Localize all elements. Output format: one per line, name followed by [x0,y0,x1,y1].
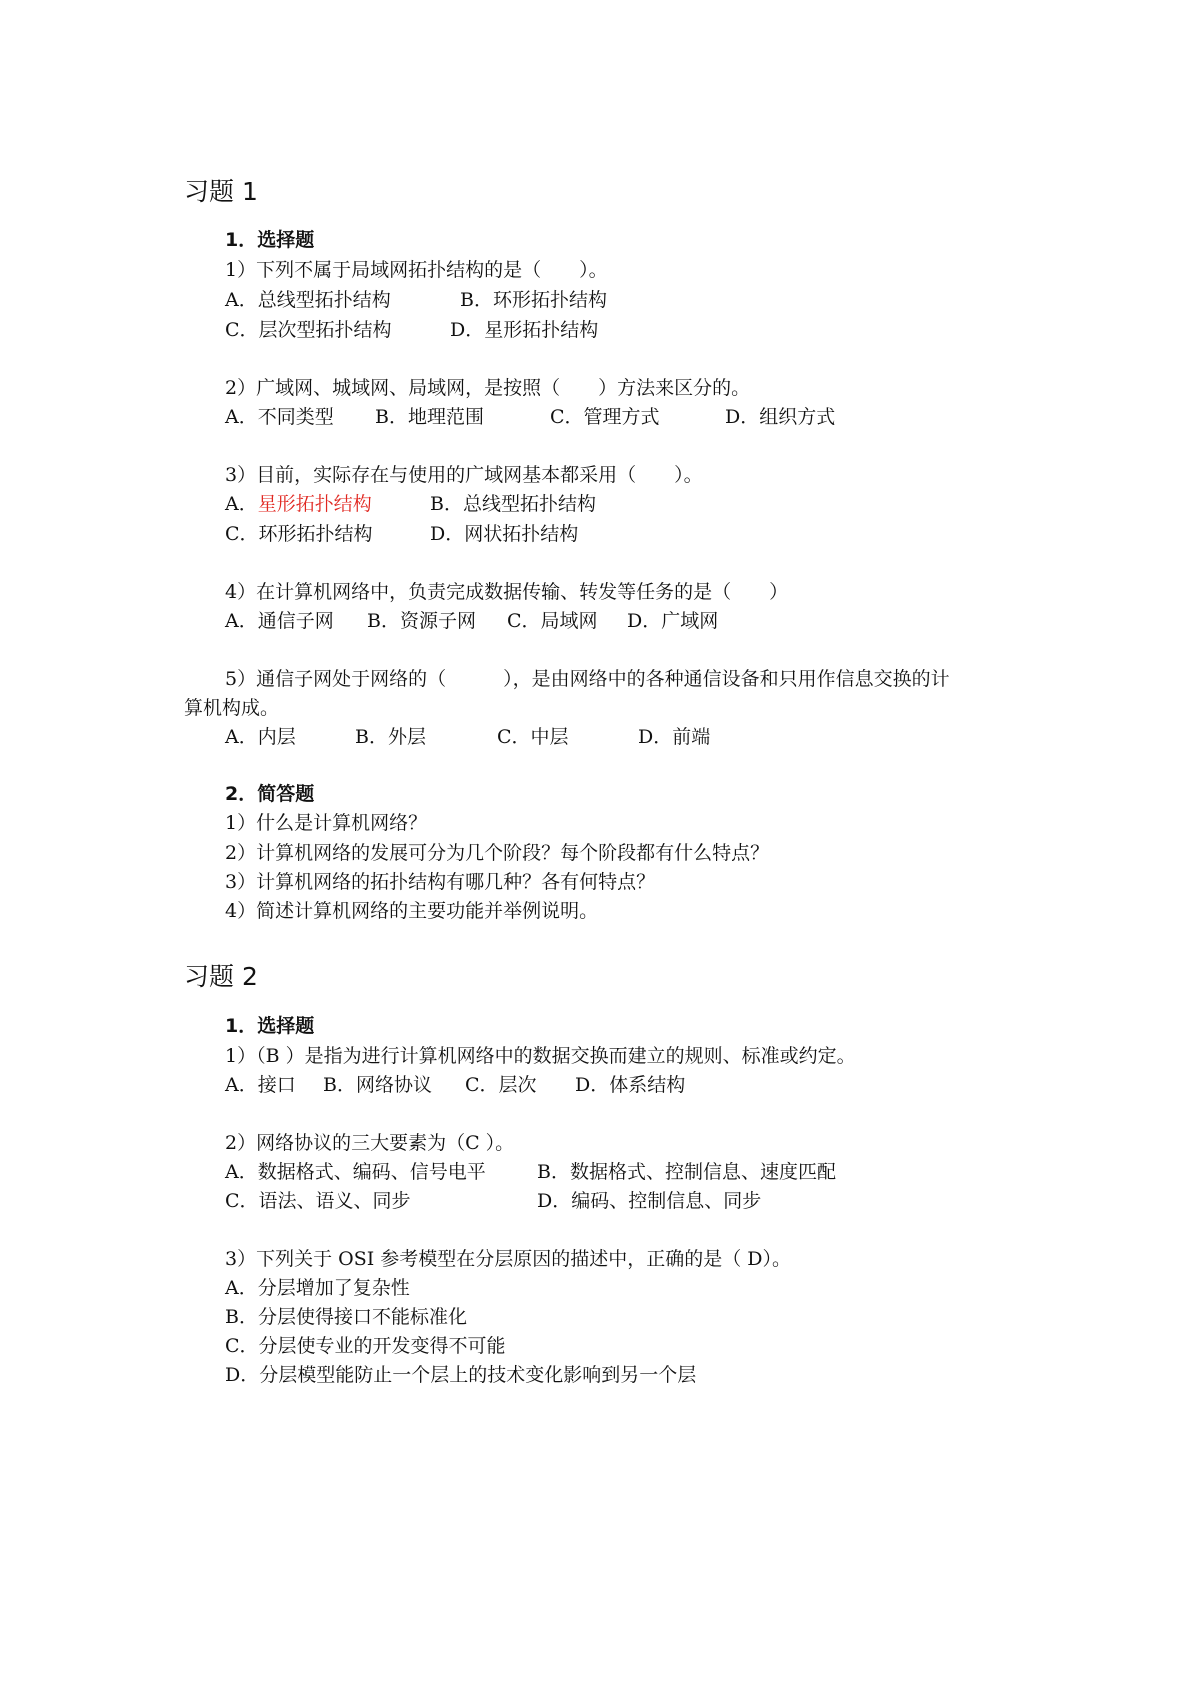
ex2-q1-option-d: D．体系结构 [575,1074,686,1096]
ex2-q1-option-b: B．网络协议 [323,1074,432,1096]
ex1-q1-option-a: A．总线型拓扑结构 [225,289,391,311]
ex2-q1-stem: 1）（B ）是指为进行计算机网络中的数据交换而建立的规则、标准或约定。 [225,1045,856,1067]
ex2-q3-option-a: A．分层增加了复杂性 [225,1277,410,1299]
ex1-short-q2: 2）计算机网络的发展可分为几个阶段？每个阶段都有什么特点？ [225,842,770,864]
ex2-q3-option-c: C．分层使专业的开发变得不可能 [225,1335,506,1357]
ex1-q3-options-row2 [225,520,825,548]
ex1-q4-option-c: C．局域网 [507,610,598,632]
ex1-q4-option-d: D．广域网 [627,610,719,632]
ex1-q2-option-d: D．组织方式 [725,406,836,428]
ex1-q5-option-c: C．中层 [497,726,569,748]
ex2-q2-options-row2 [225,1187,925,1215]
ex1-q1-options-row1 [225,286,825,314]
ex1-q4-option-b: B．资源子网 [367,610,476,632]
ex1-short-q1: 1）什么是计算机网络？ [225,812,428,834]
ex1-q1-option-c: C．层次型拓扑结构 [225,319,392,341]
ex1-q1-options-row2 [225,316,825,344]
ex1-q3-option-a-highlighted-text: 星形拓扑结构 [257,493,372,515]
ex1-q1-option-b: B．环形拓扑结构 [460,289,607,311]
ex2-choice-section-title: 1．选择题 [225,1015,315,1037]
ex1-q5-option-b: B．外层 [355,726,426,748]
ex1-q1-option-d: D．星形拓扑结构 [450,319,599,341]
ex1-q3-option-b: B．总线型拓扑结构 [430,493,596,515]
ex1-q5-option-a: A．内层 [225,726,296,748]
ex1-q2-options [225,403,925,431]
ex2-q2-option-d: D．编码、控制信息、同步 [537,1190,762,1212]
ex1-q2-option-c: C．管理方式 [550,406,660,428]
ex2-q2-options-row1 [225,1158,925,1186]
ex2-q1-options [225,1071,825,1099]
ex1-choice-section-title: 1．选择题 [225,229,315,251]
ex1-q4-option-a: A．通信子网 [225,610,334,632]
ex1-q3-option-a [225,490,372,518]
ex1-q2-option-a: A．不同类型 [225,406,334,428]
ex1-q5-option-d: D．前端 [638,726,711,748]
ex1-q5-stem-line2: 算机构成。 [184,697,280,719]
ex1-short-q4: 4）简述计算机网络的主要功能并举例说明。 [225,900,599,922]
exercise-1-heading: 习题 1 [184,177,258,206]
ex2-q2-option-a: A．数据格式、编码、信号电平 [225,1161,486,1183]
ex2-q2-option-c: C．语法、语义、同步 [225,1190,411,1212]
ex1-q3-option-a-letter: A． [225,493,258,515]
exercise-2-heading: 习题 2 [184,962,258,991]
ex1-q2-stem: 2）广域网、城域网、局域网，是按照（ ）方法来区分的。 [225,377,751,399]
ex2-q3-stem: 3）下列关于 OSI 参考模型在分层原因的描述中，正确的是（ D）。 [225,1248,792,1270]
ex2-q3-option-d: D．分层模型能防止一个层上的技术变化影响到另一个层 [225,1364,697,1386]
ex1-q3-option-d: D．网状拓扑结构 [430,523,579,545]
ex1-q4-options [225,607,825,635]
ex1-q3-option-c: C．环形拓扑结构 [225,523,373,545]
ex1-q5-stem-line1: 5）通信子网处于网络的（ ），是由网络中的各种通信设备和只用作信息交换的计 [225,668,950,690]
ex2-q1-option-a: A．接口 [225,1074,296,1096]
ex2-q2-option-b: B．数据格式、控制信息、速度匹配 [537,1161,836,1183]
ex1-q2-option-b: B．地理范围 [375,406,484,428]
ex2-q2-stem: 2）网络协议的三大要素为（C ）。 [225,1132,515,1154]
ex1-q4-stem: 4）在计算机网络中，负责完成数据传输、转发等任务的是（ ） [225,581,789,603]
ex2-q3-option-b: B．分层使得接口不能标准化 [225,1306,467,1328]
ex1-q3-stem: 3）目前，实际存在与使用的广域网基本都采用（ ）。 [225,464,703,486]
ex1-short-q3: 3）计算机网络的拓扑结构有哪几种？各有何特点？ [225,871,656,893]
ex2-q1-option-c: C．层次 [465,1074,537,1096]
ex1-q3-options-row1 [225,490,825,518]
ex1-short-answer-section-title: 2．简答题 [225,783,315,805]
ex1-q5-options [225,723,825,751]
ex1-q1-stem: 1）下列不属于局域网拓扑结构的是（ ）。 [225,259,608,281]
